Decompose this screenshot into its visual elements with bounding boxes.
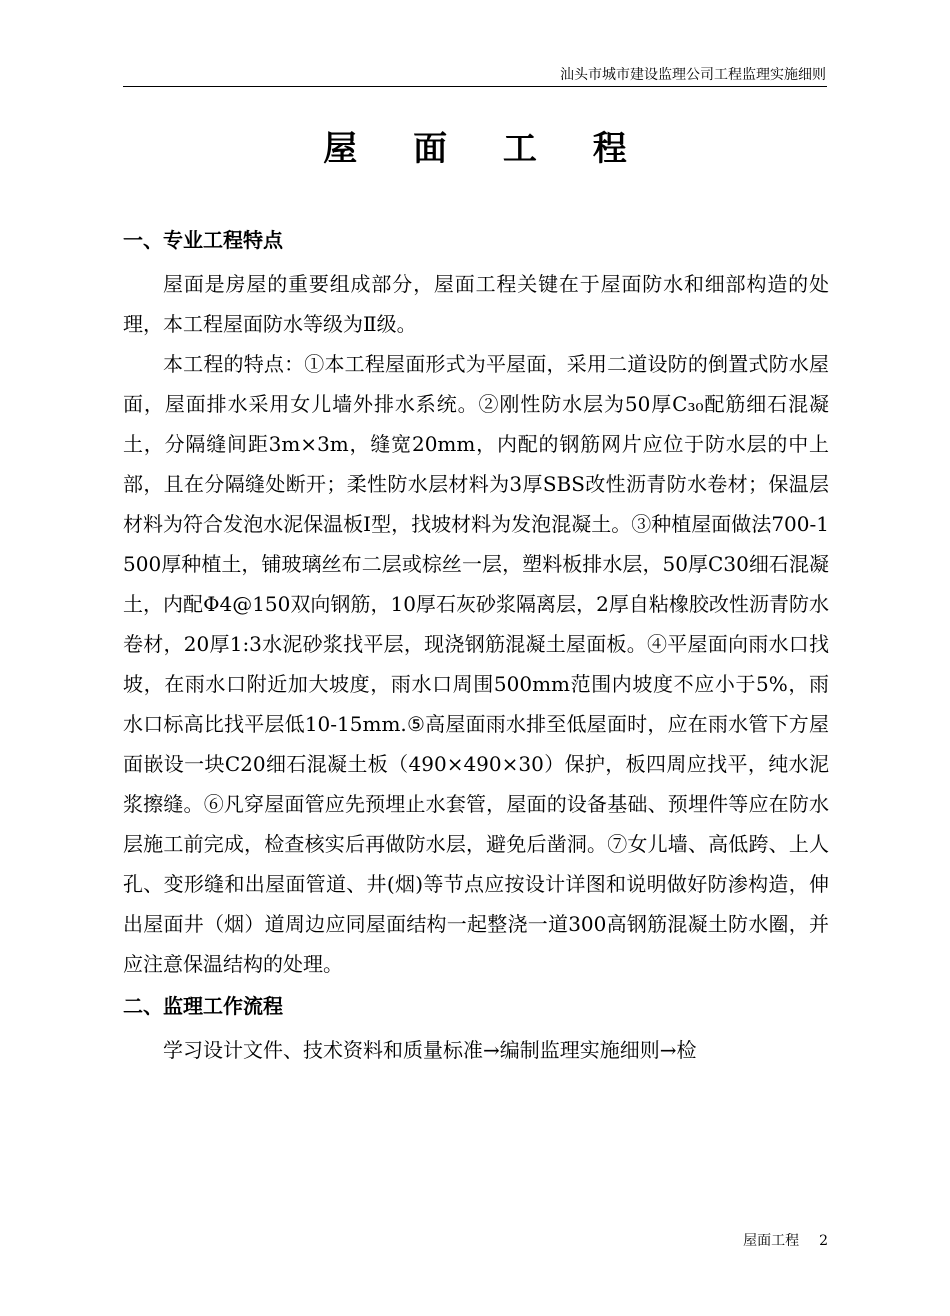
section-heading-2: 二、监理工作流程 (123, 994, 283, 1018)
section-1-paragraph-2: 本工程的特点：①本工程屋面形式为平屋面，采用二道设防的倒置式防水屋面，屋面排水采用女儿墙外排水系统。②刚性防水层为50厚C₃₀配筋细石混凝土，分隔缝间距3m×3m，缝宽20mm，内配的钢筋网片应位于防水层的中上部，且在分隔缝处断开；柔性防水层材料为3厚SBS改性沥青防水卷材；保温层材料为符合发泡水泥保温板Ⅰ型，找坡材料为发泡混凝土。③种植屋面做法700-1500厚种植土，铺玻璃丝布二层或棕丝一层，塑料板排水层，50厚C30细石混凝土，内配Φ4@150双向钢筋，10厚石灰砂浆隔离层，2厚自粘橡胶改性沥青防水卷材，20厚1:3水泥砂浆找平层，现浇钢筋混凝土屋面板。④平屋面向雨水口找坡，在雨水口附近加大坡度，雨水口周围500mm范围内坡度不应小于5%，雨水口标高比找平层低10-15mm.⑤高屋面雨水排至低屋面时，应在雨水管下方屋面嵌设一块C20细石混凝土板（490×490×30）保护，板四周应找平，纯水泥浆擦缝。⑥凡穿屋面管应先预埋止水套管，屋面的设备基础、预埋件等应在防水层施工前完成，检查核实后再做防水层，避免后凿洞。⑦女儿墙、高低跨、上人孔、变形缝和出屋面管道、井(烟)等节点应按设计详图和说明做好防渗构造，伸出屋面井（烟）道周边应同屋面结构一起整浇一道300高钢筋混凝土防水圈，并应注意保温结构的处理。 (123, 352, 829, 976)
running-header: 汕头市城市建设监理公司工程监理实施细则 (560, 67, 826, 83)
section-heading-1: 一、专业工程特点 (123, 228, 283, 252)
header-rule (123, 86, 827, 87)
section-1-paragraph-1: 屋面是房屋的重要组成部分，屋面工程关键在于屋面防水和细部构造的处理，本工程屋面防水等级为Ⅱ级。 (123, 272, 829, 336)
page-footer (743, 1232, 828, 1250)
footer-label: 屋面工程 (743, 1233, 800, 1249)
document-body (123, 220, 829, 1070)
page-number: 2 (819, 1233, 828, 1249)
page-title: 屋 面 工 程 (323, 129, 649, 169)
section-2-paragraph-1: 学习设计文件、技术资料和质量标准→编制监理实施细则→检 (163, 1038, 697, 1062)
